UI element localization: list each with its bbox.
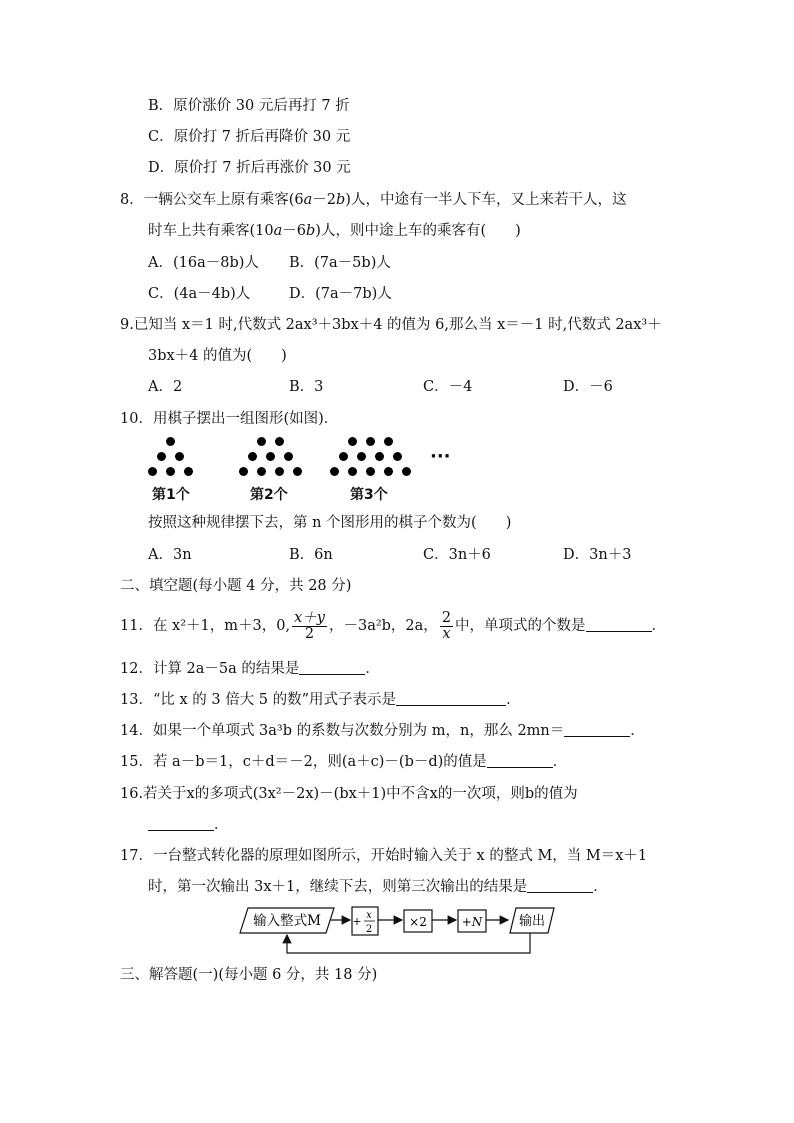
- answer-blank[interactable]: [396, 691, 506, 706]
- q8-stem-line2: 时车上共有乘客(10a－6b)人，则中途上车的乘客有( ): [148, 223, 521, 239]
- q11-fraction-2: $\frac{2}{x}$: [441, 609, 452, 642]
- q8-stem-line1: 8．一辆公交车上原有乘客(6a－2b)人，中途有一半人下车，又上来若干人，这: [120, 192, 627, 208]
- answer-blank[interactable]: [487, 753, 553, 768]
- section-3-heading: 三、解答题(一)(每小题 6 分，共 18 分): [120, 967, 378, 983]
- q9-stem-line1: 9.已知当 x＝1 时,代数式 2ax³＋3bx＋4 的值为 6,那么当 x＝－1 时,代数式 2ax³＋: [120, 317, 662, 333]
- answer-blank[interactable]: [586, 617, 652, 632]
- q17-line2: 时，第一次输出 3x＋1，继续下去，则第三次输出的结果是 ．: [148, 879, 608, 895]
- q12: 12．计算 2a－5a 的结果是 ．: [120, 661, 380, 677]
- input-box-label: 输入整式M: [253, 913, 321, 929]
- feedback-arrow: [287, 933, 530, 953]
- q13: 13．“比 x 的 3 倍大 5 的数”用式子表示是 ．: [120, 692, 521, 708]
- q10-option-c: C．3n＋6: [423, 547, 491, 563]
- q8-option-a: A．(16a－8b)人: [148, 255, 259, 271]
- svg-text:×2: ×2: [409, 915, 427, 929]
- answer-blank[interactable]: [564, 722, 630, 737]
- q9-option-b: B．3: [289, 379, 324, 395]
- q9-stem-line2: 3bx＋4 的值为( ): [148, 348, 287, 364]
- q9-option-a: A．2: [148, 379, 183, 395]
- section-2-heading: 二、填空题(每小题 4 分，共 28 分): [120, 578, 352, 594]
- q9-option-d: D．－6: [563, 379, 613, 395]
- answer-blank[interactable]: [148, 816, 214, 831]
- q8-option-c: C．(4a－4b)人: [148, 286, 251, 302]
- q10-question-line: 按照这种规律摆下去，第 n 个图形用的棋子个数为( ): [148, 515, 512, 531]
- answer-blank[interactable]: [299, 660, 365, 675]
- q11-fraction-1: $\frac{x+y}{2}$: [294, 609, 325, 642]
- q16-line1: 16.若关于x的多项式(3x²－2x)－(bx＋1)中不含x的一次项，则b的值为: [120, 786, 578, 802]
- q10-option-b: B．6n: [289, 547, 333, 563]
- q14: 14．如果一个单项式 3a³b 的系数与次数分别为 m，n，那么 2mn＝ ．: [120, 723, 645, 739]
- q11: 11．在 x²＋1，m＋3，0, $\frac{x+y}{2}$ ，－3a²b，2a， $\frac{2}{x}$ 中，单项式的个数是 ．: [120, 609, 667, 642]
- q8-option-d: D．(7a－7b)人: [289, 286, 392, 302]
- svg-text:x: x: [366, 910, 372, 921]
- q7-option-c: C．原价打 7 折后再降价 30 元: [148, 129, 351, 145]
- pattern-ellipsis: ···: [430, 446, 451, 467]
- q10-option-a: A．3n: [148, 547, 192, 563]
- q17-line1: 17．一台整式转化器的原理如图所示，开始时输入关于 x 的整式 M，当 M＝x＋1: [120, 848, 648, 864]
- q16-line2: ．: [148, 815, 229, 835]
- q10-option-d: D．3n＋3: [563, 547, 632, 563]
- pattern-1-label: 第1个: [152, 487, 190, 503]
- converter-flow-diagram: [238, 905, 558, 961]
- q9-option-c: C．－4: [423, 379, 473, 395]
- q7-option-b: B．原价涨价 30 元后再打 7 折: [148, 98, 350, 114]
- svg-text:+N: +N: [461, 915, 483, 929]
- pattern-2-label: 第2个: [250, 487, 288, 503]
- q7-option-d: D．原价打 7 折后再涨价 30 元: [148, 160, 351, 176]
- q15: 15．若 a－b＝1，c＋d＝－2，则(a＋c)－(b－d)的值是 ．: [120, 754, 568, 770]
- q8-option-b: B．(7a－5b)人: [289, 255, 391, 271]
- pattern-3-label: 第3个: [350, 487, 388, 503]
- output-box-label: 输出: [518, 914, 546, 929]
- svg-text:2: 2: [365, 924, 373, 935]
- svg-text:+: +: [352, 915, 362, 928]
- q10-stem: 10．用棋子摆出一组图形(如图)．: [120, 411, 339, 427]
- answer-blank[interactable]: [527, 878, 593, 893]
